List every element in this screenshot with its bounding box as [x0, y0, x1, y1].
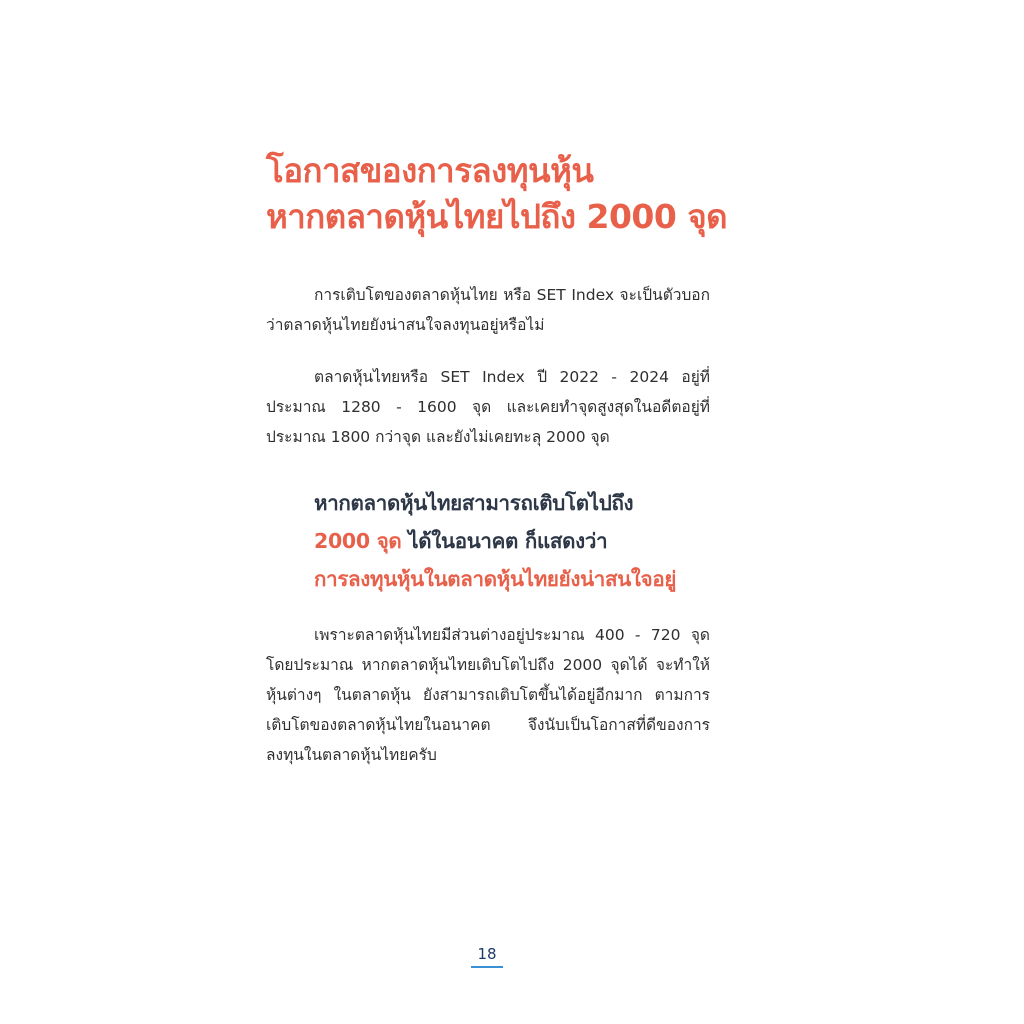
paragraph-1: การเติบโตของตลาดหุ้นไทย หรือ SET Index จะเป็นตัวบอกว่าตลาดหุ้นไทยยังน่าสนใจลงทุนอยู่หรือไม่	[266, 286, 710, 334]
quote-line-2-accent: 2000 จุด	[314, 529, 402, 553]
page-content	[266, 148, 728, 770]
page-number: 18	[471, 942, 503, 968]
quote-line-2-rest: ได้ในอนาคต ก็แสดงว่า	[401, 529, 608, 553]
title-line-2: หากตลาดหุ้นไทยไปถึง 2000 จุด	[266, 197, 728, 236]
quote-line-3: การลงทุนหุ้นในตลาดหุ้นไทยยังน่าสนใจอยู่	[314, 567, 677, 591]
title-line-1: โอกาสของการลงทุนหุ้น	[266, 151, 594, 190]
page-title	[266, 148, 728, 240]
paragraph-2: ตลาดหุ้นไทยหรือ SET Index ปี 2022 - 2024 อยู่ที่ประมาณ 1280 - 1600 จุด และเคยทำจุดสูงสุดในอดีตอยู่ที่ประมาณ 1800 กว่าจุด และยังไม่เคยทะลุ 2000 จุด	[266, 368, 710, 446]
closing-paragraph: เพราะตลาดหุ้นไทยมีส่วนต่างอยู่ประมาณ 400 - 720 จุด โดยประมาณ หากตลาดหุ้นไทยเติบโตไปถึง 2000 จุดได้ จะทำให้หุ้นต่างๆ ในตลาดหุ้น ยังสามารถเติบโตขึ้นได้อยู่อีกมาก ตามการเติบโตของตลาดหุ้นไทยในอนาคต จึงนับเป็นโอกาสที่ดีของการลงทุนในตลาดหุ้นไทยครับ	[266, 626, 710, 764]
quote-line-1: หากตลาดหุ้นไทยสามารถเติบโตไปถึง	[314, 491, 634, 515]
pull-quote	[314, 484, 710, 598]
quote-line-2	[314, 522, 710, 560]
